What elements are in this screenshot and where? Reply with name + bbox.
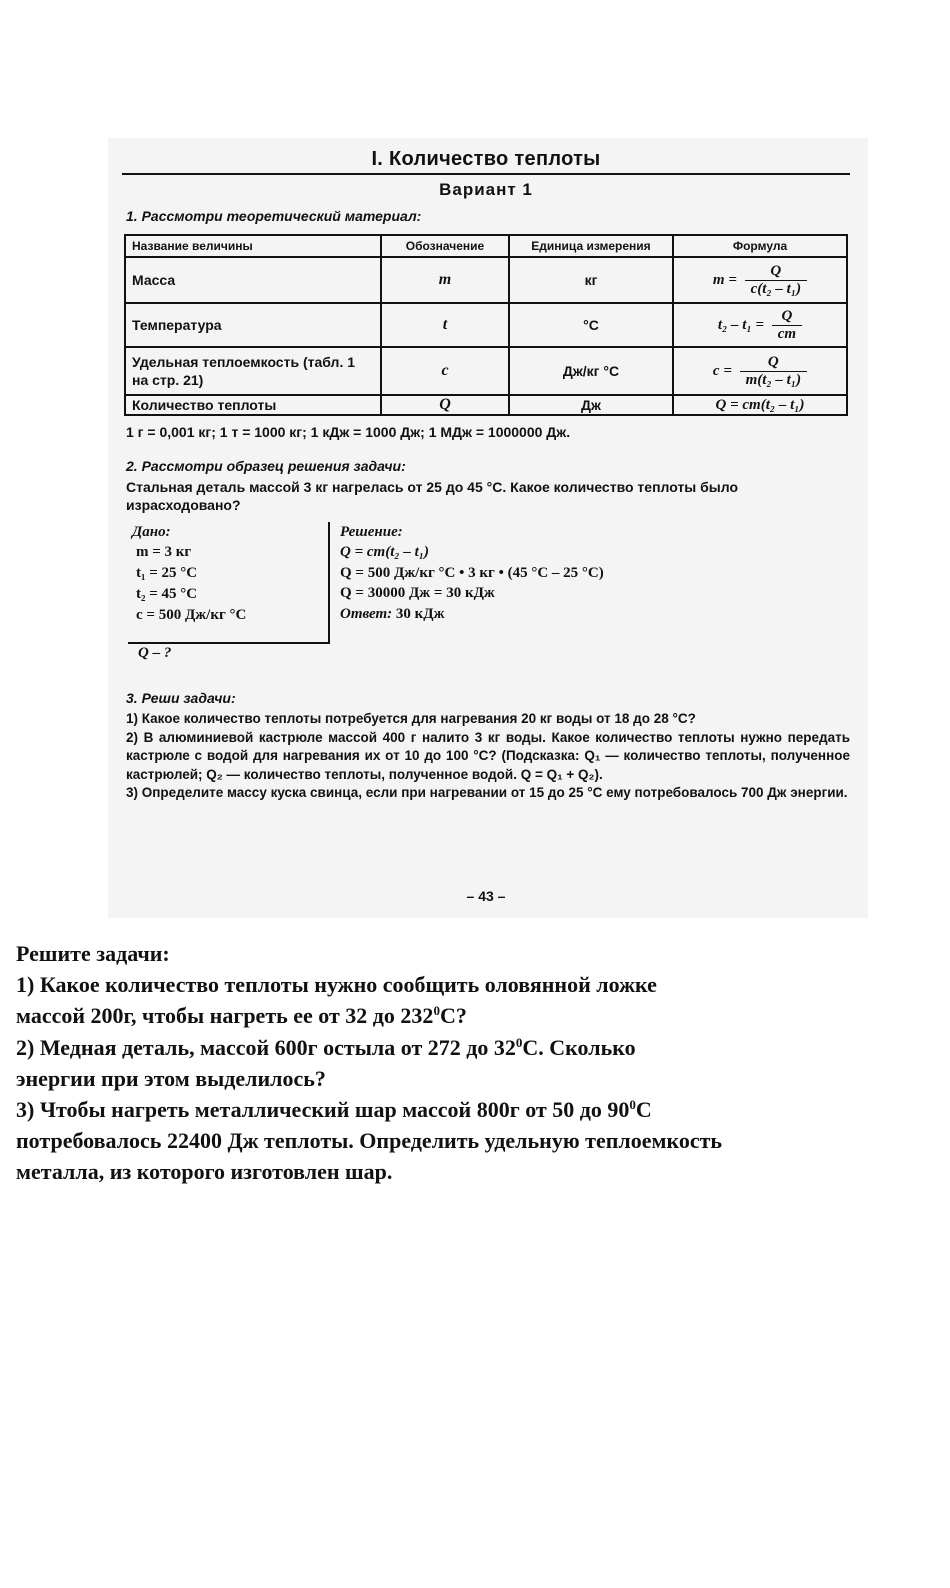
degree-superscript: 0: [433, 1003, 440, 1019]
quantity-unit: °C: [509, 303, 673, 347]
quantity-unit: Дж: [509, 395, 673, 415]
homework-text: С. Сколько: [522, 1034, 636, 1060]
homework-text: 3) Чтобы нагреть металлический шар массой 800г от 50 до 90: [16, 1097, 630, 1123]
unit-conversions: 1 г = 0,001 кг; 1 т = 1000 кг; 1 кДж = 1000 Дж; 1 МДж = 1000000 Дж.: [126, 424, 571, 440]
formula-denominator: m(t₂ – t₁): [745, 371, 802, 388]
homework-line: [16, 1032, 916, 1063]
theory-table: [124, 234, 848, 416]
degree-superscript: 0: [515, 1034, 523, 1050]
answer-value: 30 кДж: [392, 605, 445, 622]
formula-fraction: [745, 263, 807, 298]
homework-line: энергии при этом выделилось?: [16, 1065, 326, 1091]
homework-line: металла, из которого изготовлен шар.: [16, 1159, 393, 1185]
table-header-row: [125, 235, 847, 257]
quantity-symbol: m: [381, 257, 509, 303]
formula-numerator: Q: [740, 354, 807, 372]
formula-numerator: Q: [772, 308, 802, 326]
table-row: [125, 347, 847, 395]
homework-line: [16, 1000, 916, 1031]
homework-line: потребовалось 22400 Дж теплоты. Определить удельную теплоемкость: [16, 1128, 723, 1154]
homework-heading: Решите задачи:: [16, 941, 170, 966]
page-number: – 43 –: [466, 888, 506, 904]
quantity-name: Масса: [125, 257, 381, 303]
quantity-symbol: Q: [381, 395, 509, 415]
formula-lhs: c =: [712, 362, 732, 379]
homework-section: [16, 938, 916, 1188]
quantity-symbol: t: [381, 303, 509, 347]
task-item: 1) Какое количество теплоты потребуется для нагревания 20 кг воды от 18 до 28 °C?: [126, 711, 696, 726]
quantity-unit: кг: [509, 257, 673, 303]
table-row: [125, 395, 847, 415]
quantity-formula: [673, 257, 847, 303]
solution-answer: [340, 604, 850, 625]
sample-problem-text: Стальная деталь массой 3 кг нагрелась от 25 до 45 °C. Какое количество теплоты было израсходовано?: [126, 479, 739, 513]
formula-denominator: c(t₂ – t₁): [750, 280, 802, 297]
table-header: Обозначение: [381, 235, 509, 257]
degree-superscript: 0: [629, 1097, 636, 1113]
tasks-list: [126, 710, 850, 803]
formula-numerator: Q: [745, 263, 807, 281]
homework-line: 1) Какое количество теплоты нужно сообщить оловянной ложке: [16, 972, 657, 998]
table-header: Единица измерения: [509, 235, 673, 257]
given-line: t₂ = 45 °C: [136, 586, 198, 602]
formula-lhs: m =: [712, 271, 737, 288]
given-line: c = 500 Дж/кг °C: [136, 607, 247, 623]
section1-heading: 1. Рассмотри теоретический материал:: [126, 208, 422, 224]
task-item: 3) Определите массу куска свинца, если при нагревании от 15 до 25 °C ему потребовалось 700 Дж энергии.: [126, 785, 848, 800]
homework-text: массой 200г, чтобы нагреть ее от 32 до 232: [16, 1003, 434, 1029]
formula-fraction: [772, 308, 802, 343]
solution-line: Q = 500 Дж/кг °C • 3 кг • (45 °C – 25 °C): [340, 564, 604, 581]
quantity-unit: Дж/кг °C: [509, 347, 673, 395]
worksheet-title: I. Количество теплоты: [371, 148, 601, 170]
section3-heading: 3. Реши задачи:: [126, 690, 236, 706]
find-quantity: Q – ?: [138, 645, 172, 661]
given-line: m = 3 кг: [136, 544, 192, 560]
homework-text: С?: [439, 1003, 467, 1029]
given-line: t₁ = 25 °C: [136, 565, 198, 581]
quantity-formula: [673, 303, 847, 347]
homework-line: [16, 1094, 916, 1125]
given-block: [128, 522, 330, 644]
quantity-name: Температура: [125, 303, 381, 347]
title-divider: [122, 173, 850, 175]
table-row: [125, 303, 847, 347]
homework-text: С: [635, 1097, 652, 1123]
table-header: Формула: [673, 235, 847, 257]
quantity-symbol: c: [381, 347, 509, 395]
quantity-name: Количество теплоты: [125, 395, 381, 415]
homework-text: 2) Медная деталь, массой 600г остыла от 272 до 32: [16, 1034, 516, 1060]
task-item: 2) В алюминиевой кастрюле массой 400 г налито 3 кг воды. Какое количество теплоты нужно передать кастрюле с водой для нагревания их от 10 до 100 °C? (Подсказка: Q₁ — количество теплоты, полученное кастрюлей; Q₂ — количество теплоты, полученное водой. Q = Q₁ + Q₂).: [126, 729, 850, 782]
quantity-formula: Q = cm(t₂ – t₁): [673, 395, 847, 415]
variant-heading: Вариант 1: [439, 180, 533, 199]
table-row: [125, 257, 847, 303]
solution-block: [340, 522, 850, 624]
table-header: Название величины: [125, 235, 381, 257]
given-label: Дано:: [132, 524, 171, 540]
quantity-formula: [673, 347, 847, 395]
formula-lhs: t₂ – t₁ =: [717, 316, 764, 333]
formula-fraction: [740, 354, 807, 389]
solution-label: Решение:: [340, 524, 403, 540]
answer-label: Ответ:: [340, 605, 393, 622]
section2-heading: 2. Рассмотри образец решения задачи:: [126, 458, 406, 474]
solution-line: Q = 30000 Дж = 30 кДж: [340, 585, 495, 601]
formula-denominator: cm: [777, 325, 797, 342]
quantity-name: Удельная теплоемкость (табл. 1 на стр. 21): [125, 347, 381, 395]
solution-line: Q = cm(t₂ – t₁): [340, 544, 429, 560]
